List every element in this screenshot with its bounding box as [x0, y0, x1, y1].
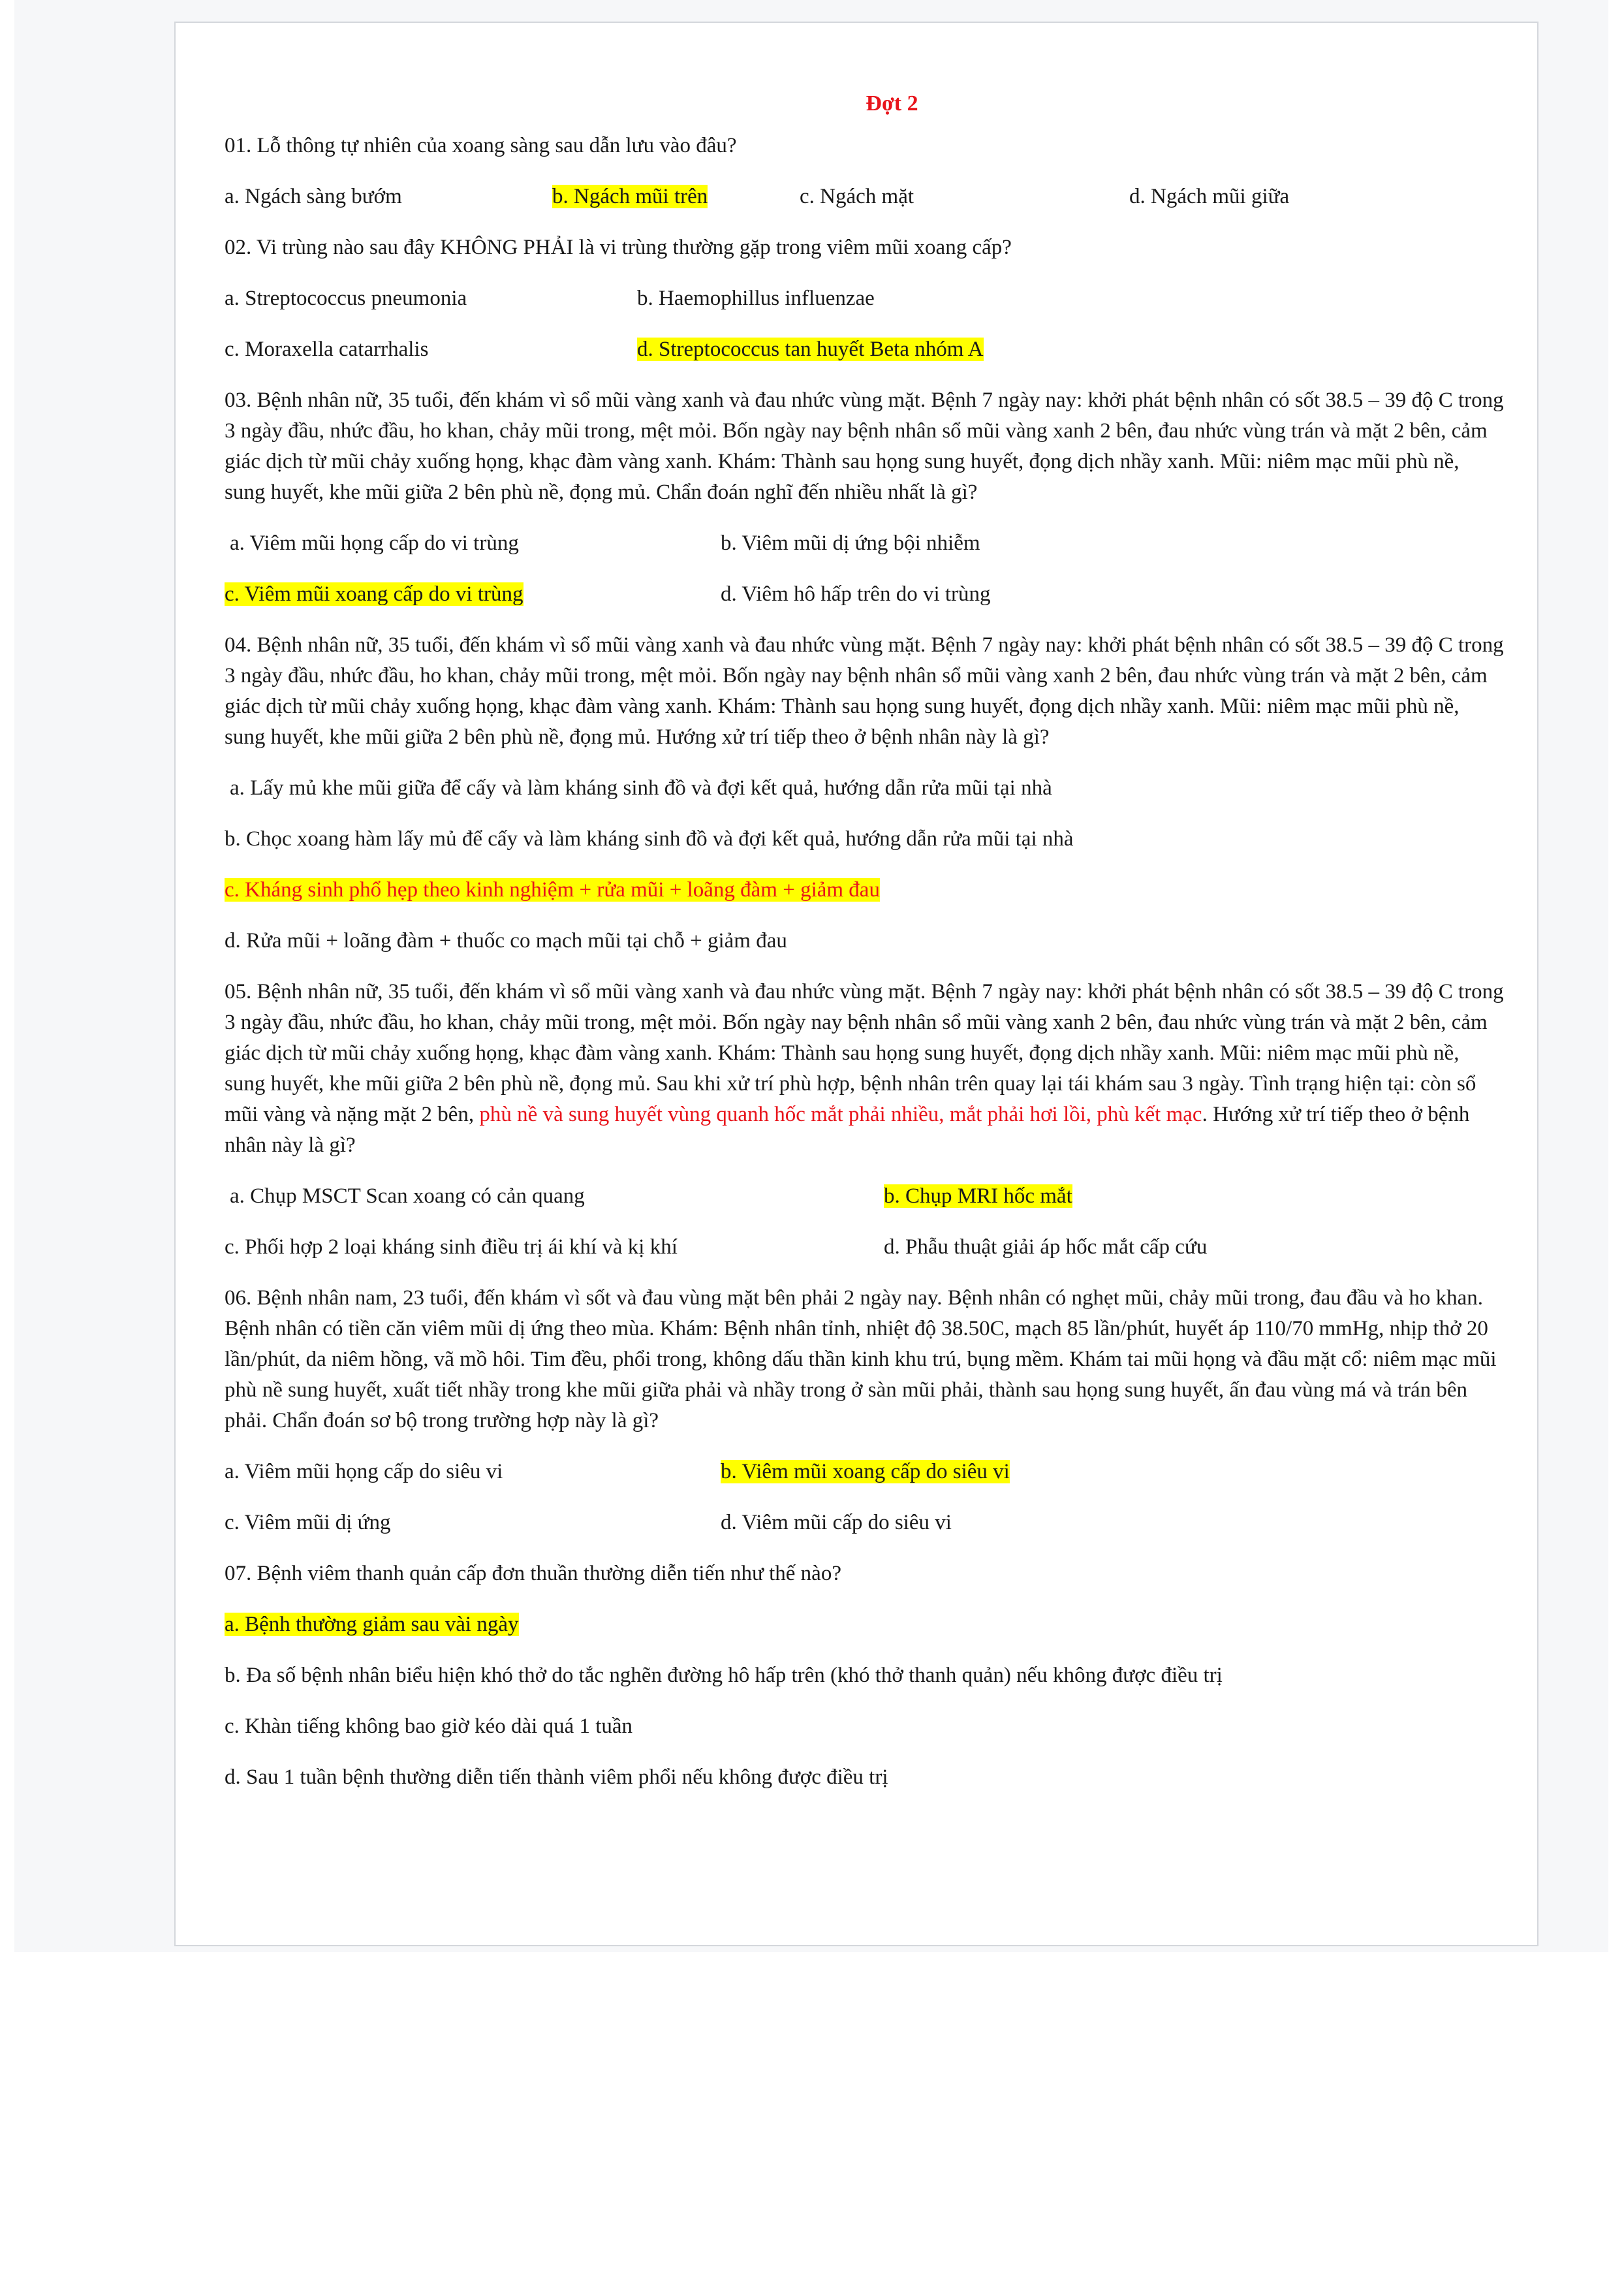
question-01-options	[225, 182, 1504, 212]
option-c-answer: c. Viêm mũi xoang cấp do vi trùng	[225, 582, 523, 606]
question-03: 03. Bệnh nhân nữ, 35 tuổi, đến khám vì sổ mũi vàng xanh và đau nhức vùng mặt. Bệnh 7 ngày nay: khởi phát bệnh nhân có sốt 38.5 – 39 độ C trong 3 ngày đầu, nhức đầu, ho khan, chảy mũi trong, mệt mỏi. Bốn ngày nay bệnh nhân sổ mũi vàng xanh 2 bên, đau nhức vùng trán và mặt 2 bên, cảm giác dịch từ mũi chảy xuống họng, khạc đàm vàng xanh. Khám: Thành sau họng sung huyết, đọng dịch nhầy xanh. Mũi: niêm mạc mũi phù nề, sung huyết, khe mũi giữa 2 bên phù nề, đọng mủ. Chẩn đoán nghĩ đến nhiều nhất là gì?	[225, 388, 1504, 504]
option-b-answer: b. Viêm mũi xoang cấp do siêu vi	[721, 1460, 1010, 1483]
option-a-answer: a. Bệnh thường giảm sau vài ngày	[225, 1613, 519, 1636]
question-06-options-ab	[225, 1457, 1504, 1487]
option-a: a. Ngách sàng bướm	[225, 185, 402, 208]
option-d: d. Viêm hô hấp trên do vi trùng	[721, 582, 991, 606]
option-b-answer: b. Chụp MRI hốc mắt	[884, 1184, 1072, 1208]
option-b: b. Đa số bệnh nhân biểu hiện khó thở do tắc nghẽn đường hô hấp trên (khó thở thanh quản) nếu không được điều trị	[225, 1664, 1223, 1687]
option-b: b. Haemophillus influenzae	[637, 287, 875, 310]
option-b-answer: b. Ngách mũi trên	[552, 185, 708, 208]
question-04: 04. Bệnh nhân nữ, 35 tuổi, đến khám vì sổ mũi vàng xanh và đau nhức vùng mặt. Bệnh 7 ngày nay: khởi phát bệnh nhân có sốt 38.5 – 39 độ C trong 3 ngày đầu, nhức đầu, ho khan, chảy mũi trong, mệt mỏi. Bốn ngày nay bệnh nhân sổ mũi vàng xanh 2 bên, đau nhức vùng trán và mặt 2 bên, cảm giác dịch từ mũi chảy xuống họng, khạc đàm vàng xanh. Khám: Thành sau họng sung huyết, đọng dịch nhầy xanh. Mũi: niêm mạc mũi phù nề, sung huyết, khe mũi giữa 2 bên phù nề, đọng mủ. Hướng xử trí tiếp theo ở bệnh nhân này là gì?	[225, 633, 1504, 749]
option-c: c. Khàn tiếng không bao giờ kéo dài quá 1 tuần	[225, 1714, 633, 1738]
option-c: c. Viêm mũi dị ứng	[225, 1511, 391, 1534]
question-02: 02. Vi trùng nào sau đây KHÔNG PHẢI là vi trùng thường gặp trong viêm mũi xoang cấp?	[225, 236, 1012, 259]
option-d: d. Phẫu thuật giải áp hốc mắt cấp cứu	[884, 1235, 1208, 1259]
question-03-options-ab	[225, 528, 1504, 559]
option-d: d. Viêm mũi cấp do siêu vi	[721, 1511, 952, 1534]
page-title: Đợt 2	[866, 91, 918, 116]
question-03-options-cd	[225, 579, 1504, 610]
question-07: 07. Bệnh viêm thanh quản cấp đơn thuần thường diễn tiến như thế nào?	[225, 1562, 841, 1585]
option-d-answer: d. Streptococcus tan huyết Beta nhóm A	[637, 338, 984, 361]
question-05: 05. Bệnh nhân nữ, 35 tuổi, đến khám vì sổ mũi vàng xanh và đau nhức vùng mặt. Bệnh 7 ngày nay: khởi phát bệnh nhân có sốt 38.5 – 39 độ C trong 3 ngày đầu, nhức đầu, ho khan, chảy mũi trong, mệt mỏi. Bốn ngày nay bệnh nhân sổ mũi vàng xanh 2 bên, đau nhức vùng trán và mặt 2 bên, cảm giác dịch từ mũi chảy xuống họng, khạc đàm vàng xanh. Khám: Thành sau họng sung huyết, đọng dịch nhầy xanh. Mũi: niêm mạc mũi phù nề, sung huyết, khe mũi giữa 2 bên phù nề, đọng mủ. Sau khi xử trí phù hợp, bệnh nhân trên quay lại tái khám sau 3 ngày. Tình trạng hiện tại: còn sổ mũi vàng và nặng mặt 2 bên, phù nề và sung huyết vùng quanh hốc mắt phải nhiều, mắt phải hơi lồi, phù kết mạc. Hướng xử trí tiếp theo ở bệnh nhân này là gì?	[225, 980, 1504, 1157]
question-06-options-cd	[225, 1508, 1504, 1538]
question-05-options-cd	[225, 1232, 1504, 1263]
question-05-red-text: phù nề và sung huyết vùng quanh hốc mắt phải nhiều, mắt phải hơi lồi, phù kết mạc	[479, 1103, 1202, 1126]
option-c: c. Phối hợp 2 loại kháng sinh điều trị ái khí và kị khí	[225, 1235, 678, 1259]
question-06: 06. Bệnh nhân nam, 23 tuổi, đến khám vì sốt và đau vùng mặt bên phải 2 ngày nay. Bệnh nhân có nghẹt mũi, chảy mũi trong, đau đầu và ho khan. Bệnh nhân có tiền căn viêm mũi dị ứng theo mùa. Khám: Bệnh nhân tỉnh, nhiệt độ 38.50C, mạch 85 lần/phút, huyết áp 110/70 mmHg, nhịp thở 20 lần/phút, da niêm hồng, vã mồ hôi. Tim đều, phổi trong, không dấu thần kinh khu trú, bụng mềm. Khám tai mũi họng và đầu mặt cổ: niêm mạc mũi phù nề sung huyết, xuất tiết nhầy trong khe mũi giữa phải và nhầy trong ở sàn mũi phải, thành sau họng sung huyết, ấn đau vùng má và trán bên phải. Chẩn đoán sơ bộ trong trường hợp này là gì?	[225, 1286, 1497, 1432]
option-d: d. Ngách mũi giữa	[1129, 185, 1290, 208]
option-a: a. Viêm mũi họng cấp do siêu vi	[225, 1460, 503, 1483]
option-a: a. Lấy mủ khe mũi giữa để cấy và làm kháng sinh đồ và đợi kết quả, hướng dẫn rửa mũi tại nhà	[230, 776, 1052, 800]
question-05-options-ab	[225, 1181, 1504, 1212]
option-c-answer: c. Kháng sinh phổ hẹp theo kinh nghiệm + rửa mũi + loãng đàm + giảm đau	[225, 878, 880, 902]
question-02-options-ab	[225, 283, 1504, 314]
option-c: c. Moraxella catarrhalis	[225, 338, 429, 361]
document-content	[225, 88, 1504, 1813]
option-a: a. Streptococcus pneumonia	[225, 287, 467, 310]
option-b: b. Viêm mũi dị ứng bội nhiễm	[721, 531, 980, 555]
option-d: d. Sau 1 tuần bệnh thường diễn tiến thành viêm phổi nếu không được điều trị	[225, 1765, 888, 1789]
option-a: a. Chụp MSCT Scan xoang có cản quang	[230, 1184, 585, 1208]
option-b: b. Chọc xoang hàm lấy mủ để cấy và làm kháng sinh đồ và đợi kết quả, hướng dẫn rửa mũi tại nhà	[225, 827, 1074, 851]
option-d: d. Rửa mũi + loãng đàm + thuốc co mạch mũi tại chỗ + giảm đau	[225, 929, 787, 953]
question-02-options-cd	[225, 334, 1504, 365]
question-01: 01. Lỗ thông tự nhiên của xoang sàng sau dẫn lưu vào đâu?	[225, 134, 737, 157]
option-c: c. Ngách mặt	[800, 185, 914, 208]
document-page	[174, 22, 1538, 1946]
option-a: a. Viêm mũi họng cấp do vi trùng	[230, 531, 519, 555]
